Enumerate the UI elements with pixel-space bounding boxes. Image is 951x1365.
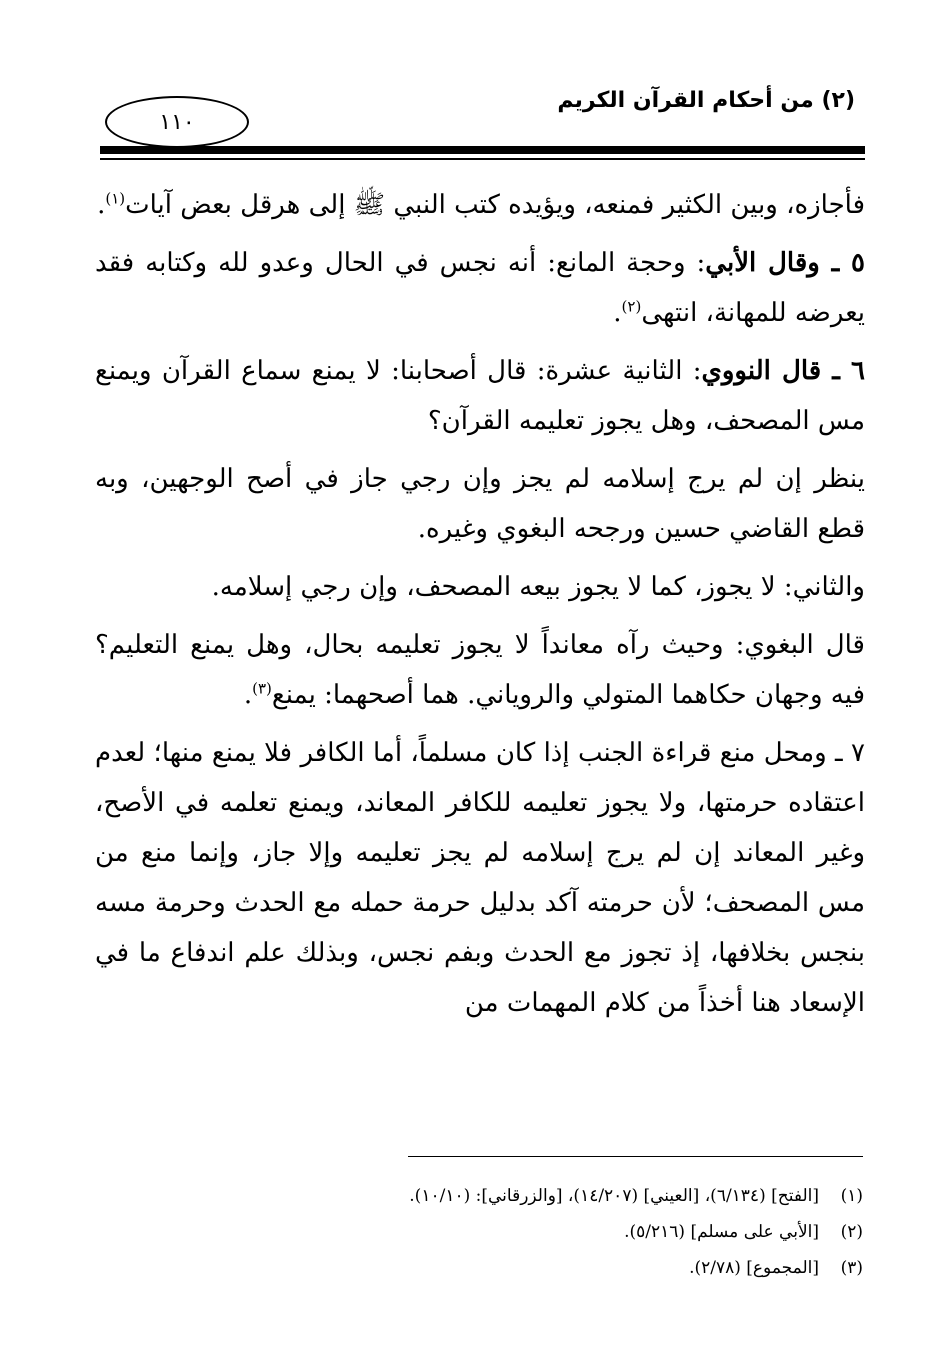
body-text: [95, 180, 865, 1036]
footnote-text: [المجموع] (٢/٧٨).: [689, 1258, 819, 1278]
footnote: [200, 1250, 863, 1286]
footnote: [200, 1214, 863, 1250]
header-rule-thin: [100, 158, 865, 160]
footnotes: [200, 1178, 863, 1286]
header-rule-thick: [100, 146, 865, 154]
page-header: [95, 82, 865, 162]
quote-lead: ٥ ـ وقال الأبي: [705, 248, 865, 278]
footnote-separator: [408, 1156, 863, 1157]
paragraph: ٧ ـ ومحل منع قراءة الجنب إذا كان مسلماً، أما الكافر فلا يمنع منها؛ لعدم اعتقاده حرمتها، ولا يجوز تعليمه للكافر المعاند، ويمنع تعلمه في الأصح، وغير المعاند إن لم يرج إسلامه لم يجز تعليمه وإلا جاز، وإنما منع من مس المصحف؛ لأن حرمته آكد بدليل حرمة حمله مع الحدث وحرمة مسه بنجس بخلافها، إذ تجوز مع الحدث وبفم نجس، وبذلك علم اندفاع ما في الإسعاد هنا أخذاً من كلام المهمات من: [95, 738, 865, 1018]
paragraph: فأجازه، وبين الكثير فمنعه، ويؤيده كتب النبي ﷺ إلى هرقل بعض آيات$^{(١)}$.: [97, 189, 865, 220]
footnote: [200, 1178, 863, 1214]
paragraph: والثاني: لا يجوز، كما لا يجوز بيعه المصحف، وإن رجي إسلامه.: [211, 572, 865, 602]
paragraph: قال البغوي: وحيث رآه معانداً لا يجوز تعليمه بحال، وهل يمنع التعليم؟ فيه وجهان حكاهما المتولي والروياني. هما أصحهما: يمنع$^{(٣)}$.: [95, 630, 865, 710]
page-number-oval: [105, 96, 249, 148]
footnote-number: (١): [840, 1186, 863, 1206]
page-number: ١١٠: [159, 109, 195, 135]
quote-lead: ٦ ـ قال النووي: [701, 356, 865, 386]
footnote-number: (٢): [840, 1222, 863, 1242]
footnote-number: (٣): [840, 1258, 863, 1278]
paragraph: ٦ ـ قال النووي: الثانية عشرة: قال أصحابنا: لا يمنع سماع القرآن ويمنع مس المصحف، وهل يجوز تعليمه القرآن؟: [95, 356, 865, 436]
footnote-ref: (٣): [252, 679, 272, 698]
book-title: (٢) من أحكام القرآن الكريم: [557, 88, 855, 113]
paragraph: ٥ ـ وقال الأبي: وحجة المانع: أنه نجس في الحال وعدو لله وكتابه فقد يعرضه للمهانة، انتهى$^{(٢)}$.: [95, 248, 865, 328]
footnote-ref: (٢): [621, 297, 642, 316]
footnote-text: [الفتح] (٦/١٣٤)، [العيني] (١٤/٢٠٧)، [والزرقاني]: (١٠/١٠).: [409, 1186, 819, 1206]
footnote-text: [الأبي على مسلم] (٥/٢١٦).: [624, 1222, 819, 1242]
footnote-ref: (١): [105, 189, 126, 208]
paragraph: ينظر إن لم يرج إسلامه لم يجز وإن رجي جاز في أصح الوجهين، وبه قطع القاضي حسين ورجحه البغوي وغيره.: [95, 464, 865, 544]
